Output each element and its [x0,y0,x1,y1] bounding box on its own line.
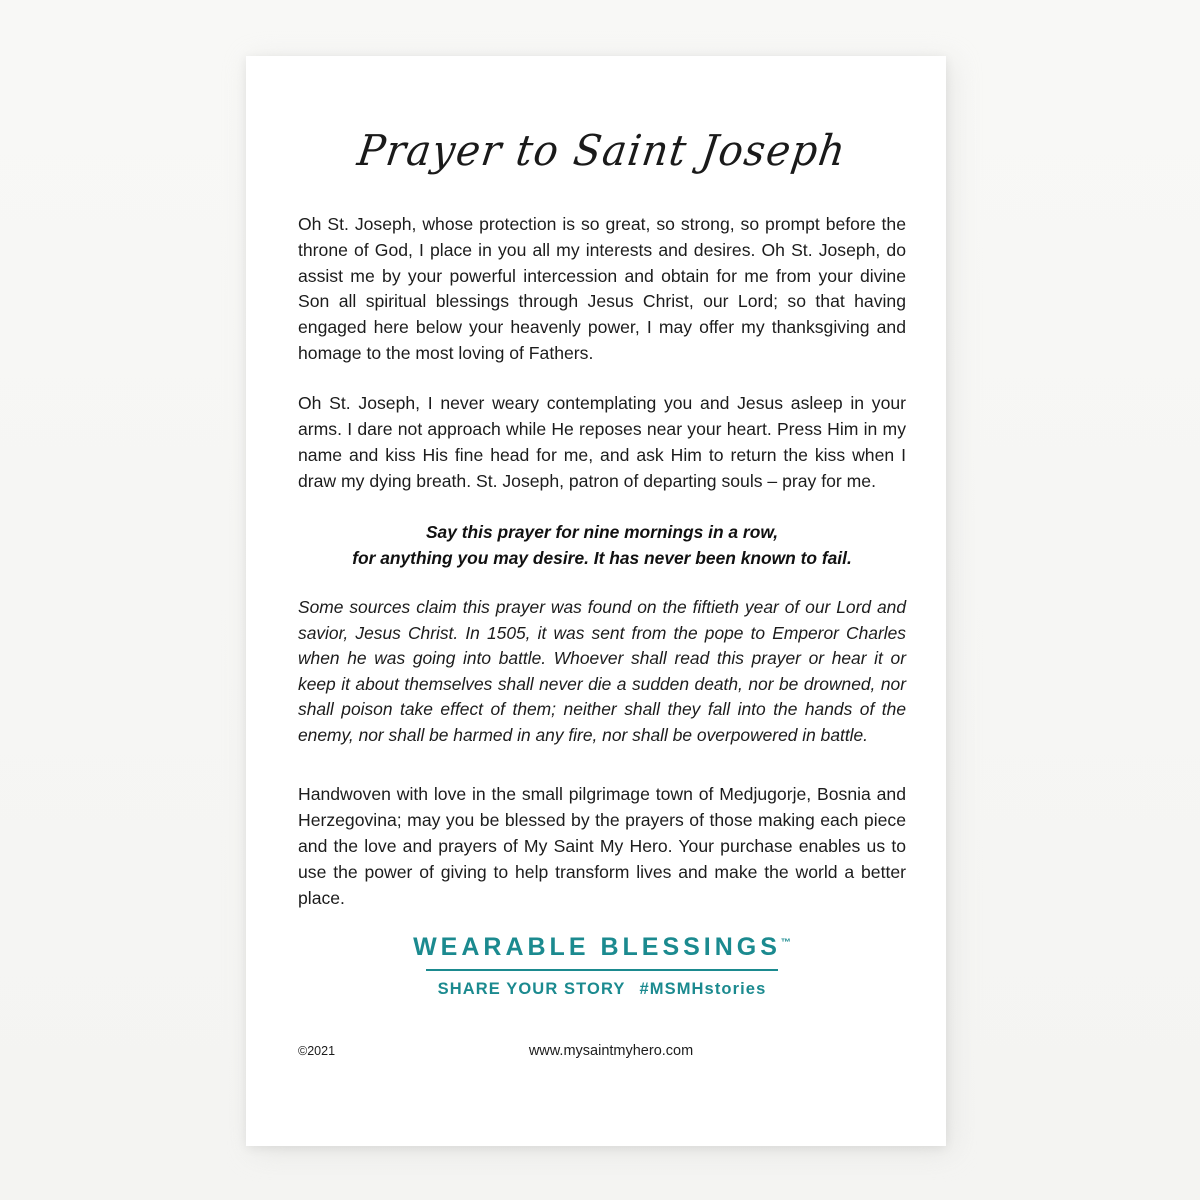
prayer-card [246,56,946,1146]
brand-tagline [298,980,906,999]
brand-block [298,933,906,999]
card-content [298,56,906,1146]
brand-wordmark [413,933,791,967]
prayer-paragraph-1: Oh St. Joseph, whose protection is so great, so strong, so prompt before the throne of God, I place in you all my interests and desires. Oh St. Joseph, do assist me by your powerful intercession and obtain for me from your divine Son all spiritual blessings through Jesus Christ, our Lord; so that having engaged here below your heavenly power, I may offer my thanksgiving and homage to the most loving of Fathers. [298,214,906,363]
brand-name: WEARABLE BLESSINGS [413,933,781,962]
prayer-instruction-line-1: Say this prayer for nine mornings in a row, [425,522,779,543]
card-footer [298,1044,906,1074]
copyright-text: ©2021 [298,1044,336,1058]
prayer-legend: Some sources claim this prayer was found on the fiftieth year of our Lord and savior, Jesus Christ. In 1505, it was sent from the pope to Emperor Charles when he was going into battle. Whoever shall read this prayer or hear it or keep it about themselves shall never die a sudden death, nor be drowned, nor shall poison take effect of them; neither shall they fall into the hands of the enemy, nor shall be harmed in any fire, nor shall be overpowered in battle. [298,597,906,745]
origin-note: Handwoven with love in the small pilgrimage town of Medjugorje, Bosnia and Herzegovina; may you be blessed by the prayers of those making each piece and the love and prayers of My Saint My Hero. Your purchase enables us to use the power of giving to help transform lives and make the world a better place. [298,784,906,908]
prayer-instruction-line-2: for anything you may desire. It has never been known to fail. [352,548,852,569]
page-title: Prayer to Saint Joseph [354,126,850,176]
website-url: www.mysaintmyhero.com [528,1043,694,1059]
trademark-symbol: ™ [780,938,791,950]
brand-underline [426,969,778,971]
tagline-text: SHARE YOUR STORY [437,980,626,999]
brand-hashtag: #MSMHstories [639,980,767,999]
prayer-paragraph-2: Oh St. Joseph, I never weary contemplating you and Jesus asleep in your arms. I dare not approach while He reposes near your heart. Press Him in my name and kiss His fine head for me, and ask Him to return the kiss when I draw my dying breath. St. Joseph, patron of departing souls – pray for me. [298,393,906,491]
prayer-instruction [298,519,906,571]
